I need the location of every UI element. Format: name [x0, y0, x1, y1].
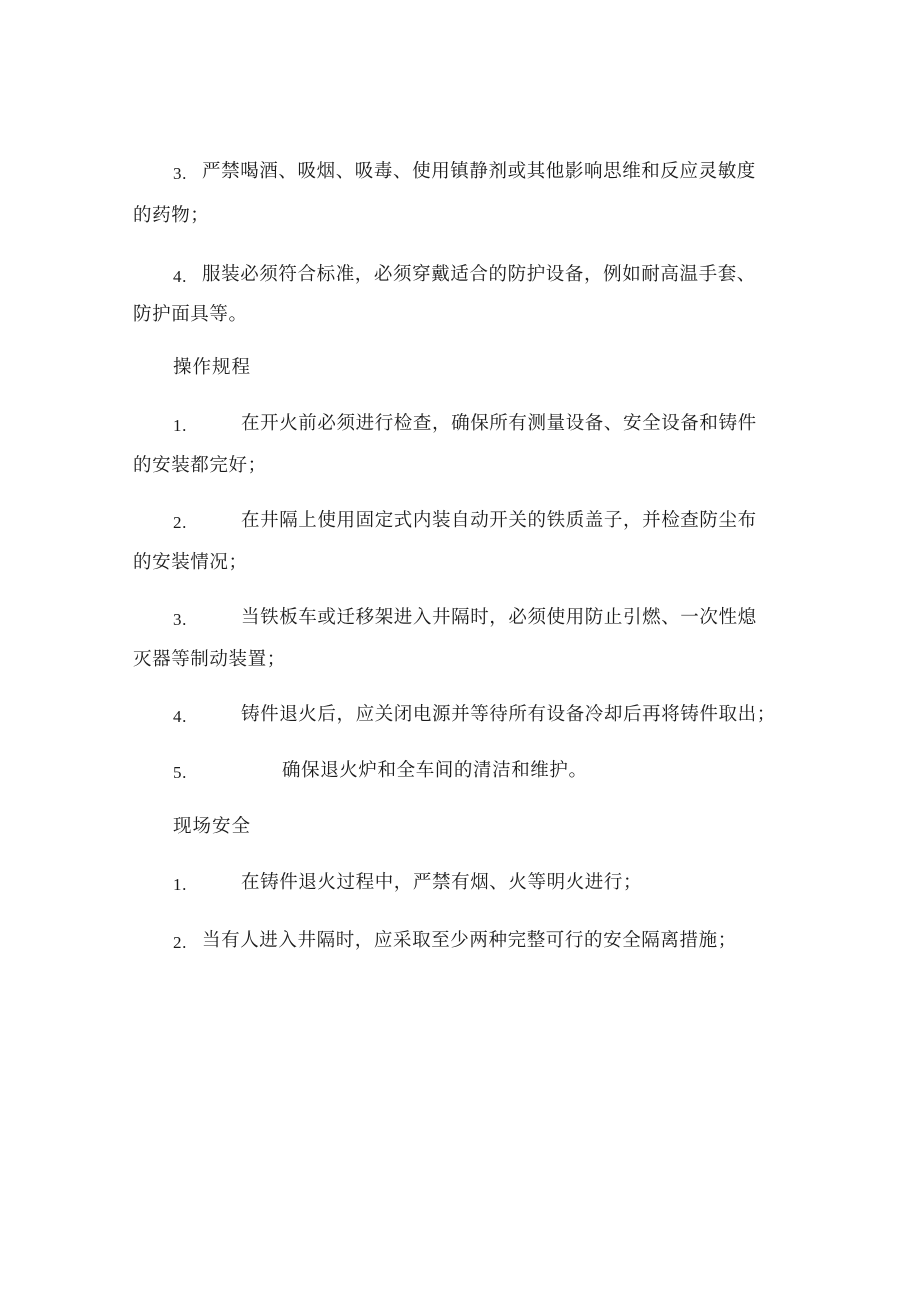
list-number: 3. — [173, 610, 187, 629]
list-item-text: 服装必须符合标准，必须穿戴适合的防护设备，例如耐高温手套、 — [202, 264, 756, 285]
list-item-text: 在井隔上使用固定式内装自动开关的铁质盖子，并检查防尘布 — [241, 510, 757, 531]
list-item-text: 当铁板车或迁移架进入井隔时，必须使用防止引燃、一次性熄 — [241, 607, 757, 628]
list-number: 1. — [173, 875, 187, 894]
list-item-text: 铸件退火后，应关闭电源并等待所有设备冷却后再将铸件取出； — [241, 704, 776, 725]
list-item-continuation: 的安装都完好； — [133, 455, 267, 476]
list-number: 3. — [173, 164, 187, 183]
list-item-text: 严禁喝酒、吸烟、吸毒、使用镇静剂或其他影响思维和反应灵敏度 — [202, 161, 756, 182]
section-heading-site-safety: 现场安全 — [173, 816, 252, 837]
list-item-continuation: 的药物； — [133, 205, 210, 226]
list-number: 4. — [173, 267, 187, 286]
list-item-text: 确保退火炉和全车间的清洁和维护。 — [282, 760, 588, 781]
list-item-continuation: 灭器等制动装置； — [133, 649, 286, 670]
list-number: 1. — [173, 416, 187, 435]
section-heading-operation: 操作规程 — [173, 357, 252, 378]
list-number: 2. — [173, 513, 187, 532]
list-item-text: 在开火前必须进行检查，确保所有测量设备、安全设备和铸件 — [241, 413, 757, 434]
list-item-continuation: 的安装情况； — [133, 552, 248, 573]
list-item-text: 当有人进入井隔时，应采取至少两种完整可行的安全隔离措施； — [202, 930, 737, 951]
list-number: 5. — [173, 763, 187, 782]
list-number: 2. — [173, 933, 187, 952]
list-item-text: 在铸件退火过程中，严禁有烟、火等明火进行； — [241, 872, 643, 893]
list-item-continuation: 防护面具等。 — [133, 304, 248, 325]
list-number: 4. — [173, 707, 187, 726]
